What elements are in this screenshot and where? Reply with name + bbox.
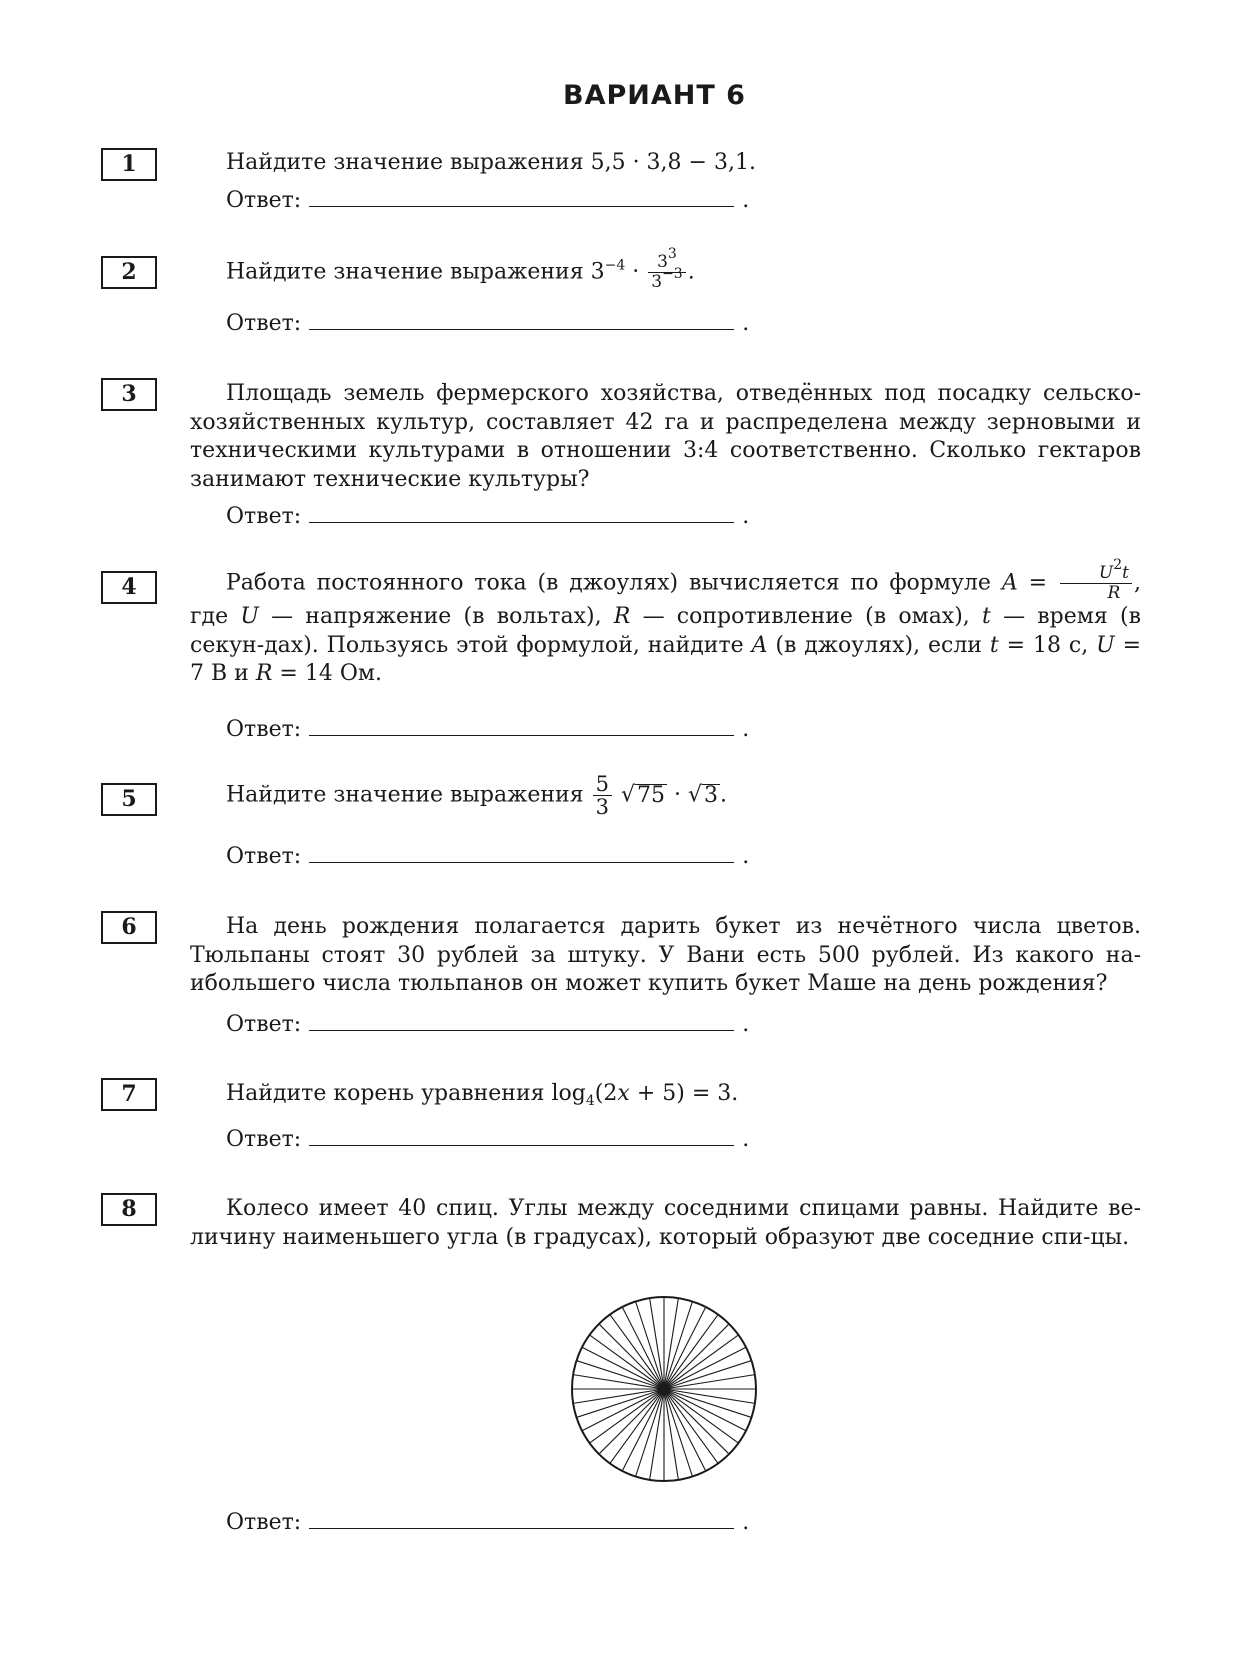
wheel-hub: [661, 1386, 667, 1392]
denominator-exponent: −3: [662, 266, 683, 282]
answer-label: Ответ:: [226, 844, 302, 869]
var-u: U: [1096, 632, 1115, 658]
answer-end: .: [742, 1012, 750, 1037]
wheel-spoke: [590, 1335, 664, 1389]
wheel-spoke: [664, 1389, 738, 1443]
task-number-8: 8: [101, 1193, 157, 1226]
task-2-end: .: [687, 259, 695, 285]
var-t: t: [982, 604, 991, 629]
wheel-spoke: [599, 1389, 664, 1454]
equals: =: [1028, 570, 1048, 596]
multiply-dot: ·: [674, 782, 682, 808]
task-4-text3: — сопротивление (в омах),: [642, 604, 970, 629]
task-number-6: 6: [101, 911, 157, 944]
fraction: [648, 246, 685, 292]
answer-end: .: [742, 1510, 750, 1535]
fraction-numerator: 5: [593, 773, 612, 796]
wheel-spoke: [577, 1389, 665, 1417]
sqrt-icon: √: [688, 782, 703, 808]
answer-row-4: [226, 716, 749, 744]
answer-field-5[interactable]: [309, 844, 734, 863]
answer-row-6: [226, 1011, 749, 1039]
wheel-spoke: [664, 1361, 752, 1389]
numerator-u: U: [1098, 563, 1114, 583]
task-7-prefix: Найдите корень уравнения log: [226, 1081, 586, 1106]
var-r: R: [255, 661, 273, 686]
var-u: U: [240, 604, 259, 629]
answer-label: Ответ:: [226, 311, 302, 336]
answer-label: Ответ:: [226, 1510, 302, 1535]
answer-label: Ответ:: [226, 1012, 302, 1037]
wheel-spoke: [664, 1389, 692, 1477]
answer-field-8[interactable]: [309, 1510, 734, 1529]
wheel-spoke: [664, 1324, 729, 1389]
answer-field-7[interactable]: [309, 1127, 734, 1146]
denominator-r: R: [1107, 583, 1121, 603]
answer-row-7: [226, 1126, 749, 1154]
task-4-text5: (в джоулях), если: [775, 632, 982, 658]
task-3-text: Площадь земель фермерского хозяйства, отведённых под посадку сельско-хозяйственных культур, составляет 42 га и распределена между зерновыми и техническими культурами в отношении 3:4 соответственно. Сколько гектаров занимают технические культуры?: [190, 381, 1141, 492]
answer-label: Ответ:: [226, 188, 302, 213]
wheel-spoke: [599, 1324, 664, 1389]
task-5-end: .: [720, 782, 728, 808]
numerator-exponent: 2: [1113, 557, 1123, 573]
answer-row-5: [226, 843, 749, 871]
task-5-text: [226, 773, 727, 818]
task-4-text2: — напряжение (в вольтах),: [271, 604, 602, 629]
page-title: ВАРИАНТ 6: [563, 80, 746, 111]
log-base: 4: [585, 1093, 595, 1109]
var-a: A: [1001, 570, 1018, 596]
task-4-text8: = 14 Ом.: [279, 661, 382, 686]
exponent: −4: [604, 257, 626, 274]
fraction-numerator: 3: [657, 252, 668, 272]
answer-end: .: [742, 504, 750, 529]
wheel-spoke: [664, 1302, 692, 1390]
answer-label: Ответ:: [226, 717, 302, 742]
answer-end: .: [742, 844, 750, 869]
task-4-text7: = 7 В и: [190, 632, 1142, 686]
wheel-spoke: [577, 1361, 665, 1389]
task-number-5: 5: [101, 783, 157, 816]
task-4-post: , где: [190, 570, 1141, 629]
var-t: t: [989, 632, 999, 658]
wheel-spoke: [664, 1389, 718, 1463]
answer-end: .: [742, 717, 750, 742]
var-r: R: [613, 604, 631, 629]
answer-label: Ответ:: [226, 1127, 302, 1152]
numerator-t: t: [1122, 563, 1129, 583]
fraction-denominator: 3: [595, 795, 609, 819]
task-4-text: [190, 557, 1142, 689]
task-7-post: + 5) = 3.: [636, 1081, 739, 1106]
task-2-prefix: Найдите значение выражения 3: [226, 259, 605, 285]
answer-field-4[interactable]: [309, 717, 734, 736]
answer-row-2: [226, 310, 749, 338]
wheel-figure: [568, 1293, 760, 1485]
sqrt-icon: √: [620, 782, 636, 808]
task-2-text: [226, 246, 695, 292]
radicand: 75: [637, 782, 666, 808]
task-number-3: 3: [101, 378, 157, 411]
answer-row-1: [226, 187, 749, 215]
task-4-text4: — время (в секун-дах). Пользуясь этой формулой, найдите: [190, 604, 1141, 658]
task-number-2: 2: [101, 256, 157, 289]
answer-field-3[interactable]: [309, 504, 734, 523]
var-a: A: [751, 632, 768, 658]
answer-label: Ответ:: [226, 504, 302, 529]
wheel-spoke: [610, 1315, 664, 1389]
var-x: x: [617, 1081, 630, 1106]
answer-field-6[interactable]: [309, 1012, 734, 1031]
answer-row-3: [226, 503, 749, 531]
paren-open: (2: [594, 1081, 618, 1106]
wheel-spoke: [610, 1389, 664, 1463]
task-5-prefix: Найдите значение выражения: [226, 782, 584, 808]
radicand: 3: [704, 782, 719, 808]
wheel-spoke: [590, 1389, 664, 1443]
task-number-4: 4: [101, 571, 157, 604]
wheel-spoke: [664, 1389, 729, 1454]
task-6-text: На день рождения полагается дарить букет из нечётного числа цветов. Тюльпаны стоят 30 рублей за штуку. У Вани есть 500 рублей. Из какого на-ибольшего числа тюльпанов он может купить букет Маше на день рождения?: [190, 914, 1141, 996]
answer-end: .: [742, 188, 750, 213]
fraction: [593, 773, 612, 818]
answer-end: .: [742, 1127, 750, 1152]
answer-end: .: [742, 311, 750, 336]
fraction-denominator: 3: [651, 272, 663, 292]
wheel-spoke: [636, 1302, 664, 1390]
task-number-1: 1: [101, 148, 157, 181]
task-7-text: [226, 1080, 738, 1108]
task-4-prefix: Работа постоянного тока (в джоулях) вычисляется по формуле: [226, 570, 991, 596]
wheel-spoke: [664, 1315, 718, 1389]
wheel-spoke: [636, 1389, 664, 1477]
wheel-spoke: [664, 1335, 738, 1389]
multiply-dot: ·: [632, 259, 640, 285]
task-number-7: 7: [101, 1078, 157, 1111]
numerator-exponent: 3: [667, 246, 677, 262]
task-4-text6: = 18 с,: [1006, 632, 1089, 658]
answer-field-1[interactable]: [309, 188, 734, 207]
task-1-text: Найдите значение выражения 5,5 · 3,8 − 3,1.: [226, 150, 756, 175]
task-8-text: Колесо имеет 40 спиц. Углы между соседними спицами равны. Найдите ве-личину наименьшего угла (в градусах), который образуют две соседние спи-цы.: [190, 1196, 1141, 1250]
formula-fraction: [1060, 557, 1132, 603]
answer-field-2[interactable]: [309, 311, 734, 330]
answer-row-8: [226, 1509, 749, 1537]
wheel-spoke: [664, 1389, 752, 1417]
